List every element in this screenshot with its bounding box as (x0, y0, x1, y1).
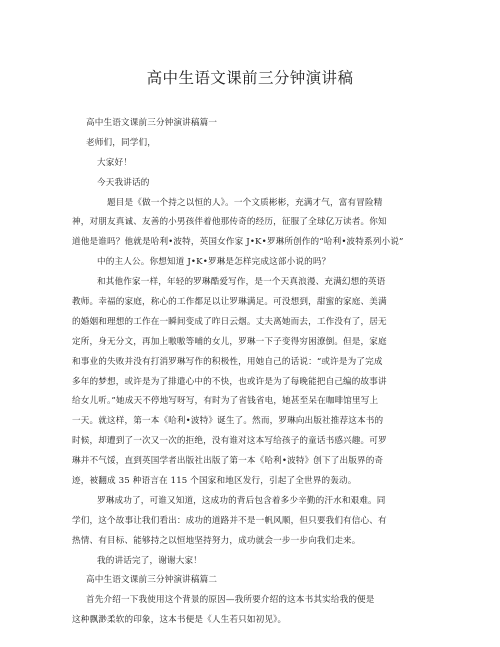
text-line: 一天。就这样，第一本《哈利•波特》诞生了。然而，罗琳向出版社推荐这本书的 (72, 416, 384, 427)
text-line: 和事业的失败并没有打消罗琳写作的积极性，用她自己的话说：“或许是为了完成 (72, 356, 383, 367)
text-line: 和其他作家一样，年轻的罗琳酷爱写作，是一个天真浪漫、充满幻想的英语 (97, 277, 386, 288)
text-line: 多年的梦想，或许是为了排遣心中的不快，也或许是为了每晚能把自己编的故事讲 (72, 376, 387, 387)
text-line: 老师们，同学们， (86, 137, 156, 148)
text-line: 教师。幸福的家庭，称心的工作都足以让罗琳满足。可没想到，甜蜜的家庭、美满 (72, 297, 387, 308)
document-title: 高中生语文课前三分钟演讲稿 (146, 69, 354, 87)
text-line: 热情、有目标、能够持之以恒地坚持努力，成功就会一步一步向我们走来。 (72, 535, 361, 546)
text-line: 题目是《做一个持之以恒的人》。一个文质彬彬，充满才气，富有冒险精 (107, 197, 383, 208)
section-heading-2: 高中生语文课前三分钟演讲稿篇二 (86, 575, 218, 586)
text-line: 琳并不气馁，直到英国学者出版社出版了第一本《哈利•波特》创下了出版界的奇 (72, 456, 384, 467)
section-heading-1: 高中生语文课前三分钟演讲稿篇一 (86, 118, 218, 128)
text-line: 给女儿听。”她成天不停地写呀写，有时为了省钱省电，她甚至呆在咖啡馆里写上 (72, 396, 379, 407)
text-line: 中的主人公。你想知道 J•K•罗琳是怎样完成这部小说的吗？ (97, 257, 331, 268)
text-line: 定所，身无分文，再加上嗷嗷等哺的女儿，罗琳一下子变得穷困潦倒。但是，家庭 (72, 336, 387, 347)
text-line: 的婚姻和理想的工作在一瞬间变成了昨日云烟。丈夫离她而去，工作没有了，居无 (72, 316, 387, 327)
text-line: 罗琳成功了，可谁又知道，这成功的背后包含着多少辛勤的汗水和艰难。同 (97, 495, 386, 506)
text-line: 今天我讲话的 (97, 177, 150, 188)
text-line: 大家好！ (97, 157, 132, 168)
document-body (72, 114, 404, 631)
text-line: 神，对朋友真诚、友善的小男孩伴着他那传奇的经历，征服了全球亿万读者。你知 (72, 217, 387, 228)
text-line: 首先介绍一下我使用这个背景的原因—我所要介绍的这本书其实给我的便是 (86, 595, 375, 606)
text-line: 迹，被翻成 35 种语言在 115 个国家和地区发行，引起了全世界的轰动。 (72, 476, 357, 487)
text-line: 学们，这个故事让我们看出：成功的道路并不是一帆风顺，但只要我们有信心、有 (72, 515, 387, 526)
text-line: 时候，却遭到了一次又一次的拒绝，没有谁对这本写给孩子的童话书感兴趣。可罗 (72, 436, 387, 447)
text-line: 这种飘渺柔软的印象，这本书便是《人生若只如初见》。 (72, 615, 287, 626)
text-line: 我的讲话完了，谢谢大家！ (97, 555, 202, 566)
text-line: 道他是谁吗？他就是哈利•波特，英国女作家 J•K•罗琳所创作的“哈利•波特系列小说” (72, 237, 404, 248)
